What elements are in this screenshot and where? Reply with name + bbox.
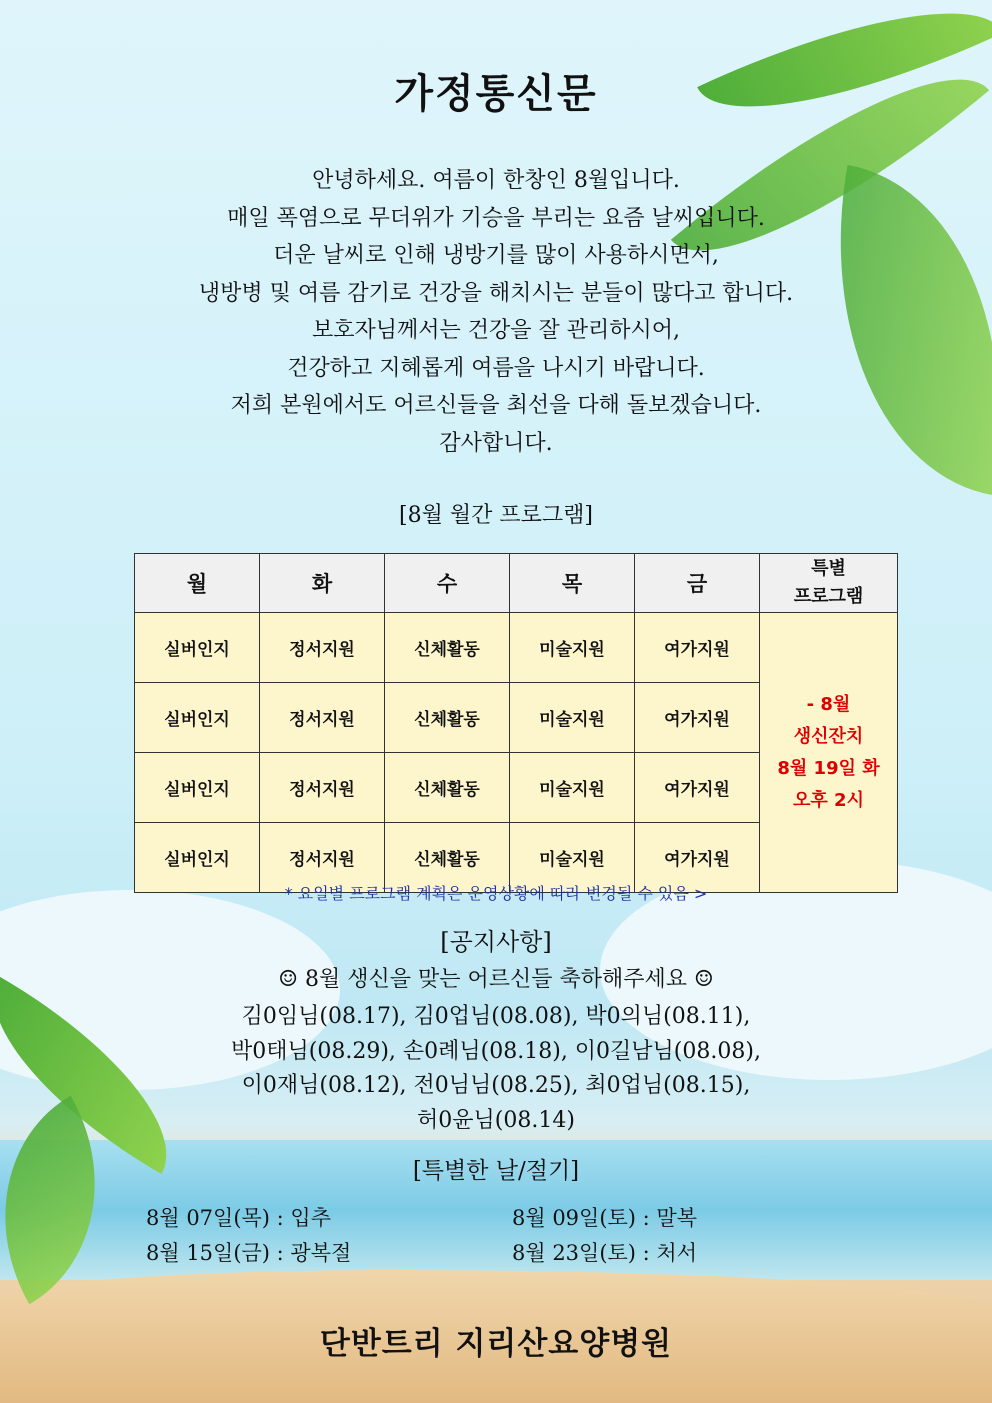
letter-line: 보호자님께서는 건강을 잘 관리하시어, <box>311 318 680 343</box>
table-cell: 실버인지 <box>135 753 260 823</box>
names-line: 이0재님(08.12), 전0님님(08.25), 최0업님(08.15), <box>241 1073 751 1098</box>
table-cell: 여가지원 <box>635 613 760 683</box>
letter-line: 냉방병 및 여름 감기로 건강을 해치시는 분들이 많다고 합니다. <box>198 280 794 306</box>
header-special-line: 프로그램 <box>793 586 864 607</box>
special-days-title: [특별한 날/절기] <box>412 1158 580 1184</box>
header-thu: 목 <box>510 554 635 613</box>
table-cell: 신체활동 <box>385 823 510 893</box>
table-cell: 정서지원 <box>260 683 385 753</box>
letter-line: 감사합니다. <box>439 430 553 456</box>
letter-line: 매일 폭염으로 무더위가 기승을 부리는 요즘 날씨입니다. <box>227 205 765 231</box>
special-line: 8월 19일 화 <box>777 757 880 779</box>
table-cell: 신체활동 <box>385 613 510 683</box>
table-cell: 정서지원 <box>260 753 385 823</box>
special-line: 생신잔치 <box>793 725 864 747</box>
table-cell: 여가지원 <box>635 823 760 893</box>
special-day-item: 8월 07일(목) : 입추 <box>146 1206 331 1230</box>
page-title: 가정통신문 <box>394 71 598 117</box>
program-note: * 요일별 프로그램 계획은 운영상황에 따라 변경될 수 있음 > <box>284 884 708 903</box>
program-title: [8월 월간 프로그램] <box>399 503 593 528</box>
header-mon: 월 <box>135 554 260 613</box>
letter-line: 안녕하세요. 여름이 한창인 8월입니다. <box>312 168 680 193</box>
names-line: 김0임님(08.17), 김0업님(08.08), 박0의님(08.11), <box>241 1004 751 1029</box>
table-cell: 미술지원 <box>510 823 635 893</box>
table-cell: 여가지원 <box>635 753 760 823</box>
special-day-item: 8월 09일(토) : 말복 <box>512 1206 697 1230</box>
special-program-cell <box>760 613 898 893</box>
header-wed: 수 <box>385 554 510 613</box>
table-cell: 실버인지 <box>135 823 260 893</box>
notice-title: [공지사항] <box>440 928 552 956</box>
table-header-row <box>135 554 898 613</box>
letter-line: 저희 본원에서도 어르신들을 최선을 다해 돌보겠습니다. <box>230 393 762 418</box>
table-cell: 미술지원 <box>510 683 635 753</box>
header-special-line: 특별 <box>811 558 846 579</box>
table-cell: 정서지원 <box>260 613 385 683</box>
table-cell: 신체활동 <box>385 683 510 753</box>
header-special <box>760 554 898 613</box>
table-cell: 실버인지 <box>135 613 260 683</box>
table-cell: 실버인지 <box>135 683 260 753</box>
special-line: - 8월 <box>806 693 851 715</box>
notice-headline: ☺ 8월 생신을 맞는 어르신들 축하해주세요 ☺ <box>278 967 714 992</box>
hospital-name: 단반트리 지리산요양병원 <box>319 1326 673 1362</box>
program-table <box>134 553 898 893</box>
names-line: 허0윤님(08.14) <box>417 1107 575 1133</box>
names-line: 박0태님(08.29), 손0례님(08.18), 이0길남님(08.08), <box>231 1038 761 1064</box>
birthday-names <box>0 1000 992 1138</box>
special-line: 오후 2시 <box>793 789 864 811</box>
special-day-item: 8월 23일(토) : 처서 <box>512 1241 697 1265</box>
letter-line: 건강하고 지혜롭게 여름을 나시기 바랍니다. <box>287 355 705 381</box>
table-cell: 정서지원 <box>260 823 385 893</box>
greeting-letter <box>0 162 992 462</box>
table-cell: 미술지원 <box>510 753 635 823</box>
table-cell: 신체활동 <box>385 753 510 823</box>
letter-line: 더운 날씨로 인해 냉방기를 많이 사용하시면서, <box>273 243 719 268</box>
table-row <box>135 613 898 683</box>
table-cell: 미술지원 <box>510 613 635 683</box>
special-day-item: 8월 15일(금) : 광복절 <box>146 1241 352 1265</box>
header-tue: 화 <box>260 554 385 613</box>
table-cell: 여가지원 <box>635 683 760 753</box>
header-fri: 금 <box>635 554 760 613</box>
